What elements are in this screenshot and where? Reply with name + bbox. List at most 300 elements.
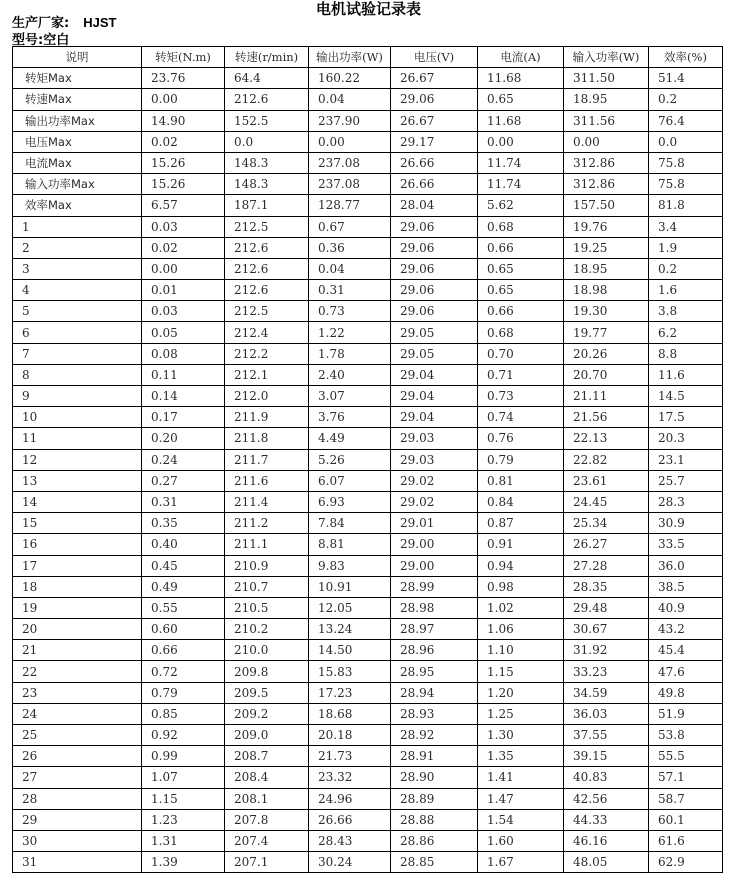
header-cell: 转速(r/min)	[225, 47, 309, 68]
table-cell: 211.2	[225, 513, 309, 534]
table-cell: 11.6	[649, 364, 723, 385]
table-cell: 17.5	[649, 407, 723, 428]
table-cell: 28.95	[391, 661, 478, 682]
table-cell: 0.45	[142, 555, 225, 576]
table-cell: 1.30	[478, 725, 564, 746]
table-cell: 209.5	[225, 682, 309, 703]
table-row	[13, 237, 723, 258]
table-cell: 1.35	[478, 746, 564, 767]
table-row	[13, 174, 723, 195]
table-cell: 208.1	[225, 788, 309, 809]
table-cell: 1.25	[478, 703, 564, 724]
table-cell: 29.17	[391, 131, 478, 152]
table-cell: 58.7	[649, 788, 723, 809]
table-cell: 1.02	[478, 597, 564, 618]
table-cell: 0.00	[564, 131, 649, 152]
table-cell: 210.0	[225, 640, 309, 661]
table-cell: 30.9	[649, 513, 723, 534]
table-row	[13, 322, 723, 343]
table-cell: 57.1	[649, 767, 723, 788]
row-label-cell: 5	[13, 301, 142, 322]
row-label-cell: 11	[13, 428, 142, 449]
table-cell: 148.3	[225, 152, 309, 173]
table-cell: 62.9	[649, 852, 723, 873]
table-cell: 38.5	[649, 576, 723, 597]
table-cell: 207.1	[225, 852, 309, 873]
table-row	[13, 767, 723, 788]
table-cell: 29.02	[391, 470, 478, 491]
table-row	[13, 470, 723, 491]
row-label-cell: 25	[13, 725, 142, 746]
table-row	[13, 258, 723, 279]
table-cell: 0.20	[142, 428, 225, 449]
table-cell: 18.98	[564, 280, 649, 301]
header-cell: 说明	[13, 47, 142, 68]
row-label-cell: 22	[13, 661, 142, 682]
table-cell: 0.00	[142, 89, 225, 110]
header-cell: 转矩(N.m)	[142, 47, 225, 68]
row-label-cell: 效率Max	[13, 195, 142, 216]
row-label-cell: 输入功率Max	[13, 174, 142, 195]
table-cell: 311.50	[564, 68, 649, 89]
table-cell: 157.50	[564, 195, 649, 216]
table-row	[13, 110, 723, 131]
table-cell: 237.90	[309, 110, 391, 131]
table-cell: 237.08	[309, 152, 391, 173]
table-cell: 26.67	[391, 110, 478, 131]
table-cell: 30.24	[309, 852, 391, 873]
table-cell: 211.6	[225, 470, 309, 491]
table-cell: 21.56	[564, 407, 649, 428]
table-cell: 0.66	[478, 237, 564, 258]
table-cell: 160.22	[309, 68, 391, 89]
table-row	[13, 703, 723, 724]
table-cell: 0.04	[309, 89, 391, 110]
row-label-cell: 24	[13, 703, 142, 724]
table-cell: 1.67	[478, 852, 564, 873]
table-cell: 28.99	[391, 576, 478, 597]
table-cell: 33.23	[564, 661, 649, 682]
row-label-cell: 16	[13, 534, 142, 555]
table-cell: 0.55	[142, 597, 225, 618]
table-cell: 212.6	[225, 237, 309, 258]
row-label-cell: 1	[13, 216, 142, 237]
table-cell: 6.07	[309, 470, 391, 491]
table-cell: 0.02	[142, 237, 225, 258]
table-cell: 0.2	[649, 258, 723, 279]
table-cell: 1.60	[478, 830, 564, 851]
table-cell: 42.56	[564, 788, 649, 809]
table-cell: 29.06	[391, 258, 478, 279]
table-row	[13, 597, 723, 618]
table-cell: 212.5	[225, 301, 309, 322]
table-cell: 1.10	[478, 640, 564, 661]
table-cell: 0.31	[309, 280, 391, 301]
table-row	[13, 449, 723, 470]
table-cell: 15.83	[309, 661, 391, 682]
table-cell: 0.68	[478, 322, 564, 343]
table-cell: 0.14	[142, 386, 225, 407]
table-cell: 1.07	[142, 767, 225, 788]
table-cell: 0.11	[142, 364, 225, 385]
table-cell: 212.0	[225, 386, 309, 407]
table-cell: 55.5	[649, 746, 723, 767]
table-cell: 13.24	[309, 619, 391, 640]
table-cell: 0.35	[142, 513, 225, 534]
table-cell: 3.07	[309, 386, 391, 407]
table-cell: 51.4	[649, 68, 723, 89]
row-label-cell: 14	[13, 491, 142, 512]
table-cell: 20.26	[564, 343, 649, 364]
table-row	[13, 280, 723, 301]
table-cell: 28.86	[391, 830, 478, 851]
table-cell: 209.0	[225, 725, 309, 746]
table-cell: 0.74	[478, 407, 564, 428]
row-label-cell: 2	[13, 237, 142, 258]
table-cell: 75.8	[649, 174, 723, 195]
table-row	[13, 809, 723, 830]
row-label-cell: 转矩Max	[13, 68, 142, 89]
table-cell: 44.33	[564, 809, 649, 830]
table-cell: 14.5	[649, 386, 723, 407]
table-cell: 0.84	[478, 491, 564, 512]
table-cell: 0.03	[142, 216, 225, 237]
table-cell: 1.78	[309, 343, 391, 364]
table-row	[13, 788, 723, 809]
table-cell: 207.8	[225, 809, 309, 830]
table-cell: 0.65	[478, 258, 564, 279]
table-cell: 29.01	[391, 513, 478, 534]
manufacturer-label: 生产厂家:	[12, 16, 70, 31]
table-cell: 0.03	[142, 301, 225, 322]
header-cell: 效率(%)	[649, 47, 723, 68]
table-cell: 29.03	[391, 449, 478, 470]
row-label-cell: 输出功率Max	[13, 110, 142, 131]
table-cell: 28.92	[391, 725, 478, 746]
table-cell: 15.26	[142, 152, 225, 173]
table-header-row	[13, 47, 723, 68]
table-cell: 1.15	[142, 788, 225, 809]
table-row	[13, 68, 723, 89]
row-label-cell: 4	[13, 280, 142, 301]
table-cell: 29.06	[391, 237, 478, 258]
table-cell: 209.8	[225, 661, 309, 682]
table-cell: 29.02	[391, 491, 478, 512]
table-cell: 0.24	[142, 449, 225, 470]
table-cell: 36.03	[564, 703, 649, 724]
table-cell: 28.3	[649, 491, 723, 512]
table-cell: 22.82	[564, 449, 649, 470]
table-cell: 0.92	[142, 725, 225, 746]
table-cell: 26.67	[391, 68, 478, 89]
table-cell: 312.86	[564, 174, 649, 195]
table-row	[13, 640, 723, 661]
table-row	[13, 746, 723, 767]
table-cell: 0.01	[142, 280, 225, 301]
table-cell: 211.4	[225, 491, 309, 512]
table-cell: 1.9	[649, 237, 723, 258]
table-cell: 0.71	[478, 364, 564, 385]
table-cell: 0.81	[478, 470, 564, 491]
table-cell: 212.6	[225, 280, 309, 301]
row-label-cell: 19	[13, 597, 142, 618]
row-label-cell: 转速Max	[13, 89, 142, 110]
table-cell: 152.5	[225, 110, 309, 131]
model-value: 空白	[43, 33, 70, 48]
table-cell: 211.9	[225, 407, 309, 428]
table-cell: 37.55	[564, 725, 649, 746]
table-cell: 208.4	[225, 767, 309, 788]
table-cell: 1.23	[142, 809, 225, 830]
table-cell: 209.2	[225, 703, 309, 724]
table-cell: 23.76	[142, 68, 225, 89]
test-record-table	[12, 46, 723, 873]
table-cell: 211.7	[225, 449, 309, 470]
table-cell: 28.35	[564, 576, 649, 597]
table-row	[13, 428, 723, 449]
table-cell: 31.92	[564, 640, 649, 661]
row-label-cell: 30	[13, 830, 142, 851]
row-label-cell: 7	[13, 343, 142, 364]
table-cell: 29.48	[564, 597, 649, 618]
table-cell: 29.03	[391, 428, 478, 449]
table-cell: 26.27	[564, 534, 649, 555]
table-cell: 208.7	[225, 746, 309, 767]
table-row	[13, 364, 723, 385]
table-cell: 30.67	[564, 619, 649, 640]
table-cell: 23.61	[564, 470, 649, 491]
table-cell: 0.36	[309, 237, 391, 258]
header-cell: 输出功率(W)	[309, 47, 391, 68]
table-cell: 28.85	[391, 852, 478, 873]
table-cell: 0.91	[478, 534, 564, 555]
table-cell: 47.6	[649, 661, 723, 682]
table-cell: 0.04	[309, 258, 391, 279]
table-cell: 34.59	[564, 682, 649, 703]
table-cell: 26.66	[391, 174, 478, 195]
table-cell: 45.4	[649, 640, 723, 661]
table-cell: 7.84	[309, 513, 391, 534]
table-cell: 10.91	[309, 576, 391, 597]
table-cell: 21.73	[309, 746, 391, 767]
table-cell: 1.41	[478, 767, 564, 788]
table-cell: 26.66	[391, 152, 478, 173]
table-cell: 19.25	[564, 237, 649, 258]
table-cell: 11.68	[478, 110, 564, 131]
table-row	[13, 131, 723, 152]
table-row	[13, 830, 723, 851]
row-label-cell: 9	[13, 386, 142, 407]
table-cell: 23.32	[309, 767, 391, 788]
table-row	[13, 852, 723, 873]
table-cell: 5.26	[309, 449, 391, 470]
row-label-cell: 20	[13, 619, 142, 640]
table-cell: 75.8	[649, 152, 723, 173]
row-label-cell: 电流Max	[13, 152, 142, 173]
table-cell: 3.8	[649, 301, 723, 322]
table-cell: 6.93	[309, 491, 391, 512]
table-cell: 76.4	[649, 110, 723, 131]
row-label-cell: 23	[13, 682, 142, 703]
table-cell: 0.0	[649, 131, 723, 152]
table-cell: 11.68	[478, 68, 564, 89]
table-cell: 19.30	[564, 301, 649, 322]
table-cell: 5.62	[478, 195, 564, 216]
table-cell: 28.98	[391, 597, 478, 618]
table-cell: 18.95	[564, 89, 649, 110]
table-cell: 0.08	[142, 343, 225, 364]
table-cell: 0.76	[478, 428, 564, 449]
table-cell: 11.74	[478, 152, 564, 173]
row-label-cell: 29	[13, 809, 142, 830]
table-cell: 17.23	[309, 682, 391, 703]
table-cell: 0.66	[478, 301, 564, 322]
table-cell: 237.08	[309, 174, 391, 195]
table-cell: 1.15	[478, 661, 564, 682]
table-cell: 6.2	[649, 322, 723, 343]
table-cell: 18.68	[309, 703, 391, 724]
table-cell: 28.90	[391, 767, 478, 788]
row-label-cell: 13	[13, 470, 142, 491]
table-cell: 0.99	[142, 746, 225, 767]
table-cell: 28.91	[391, 746, 478, 767]
table-cell: 51.9	[649, 703, 723, 724]
table-cell: 36.0	[649, 555, 723, 576]
header-cell: 电压(V)	[391, 47, 478, 68]
table-cell: 19.77	[564, 322, 649, 343]
table-row	[13, 386, 723, 407]
row-label-cell: 12	[13, 449, 142, 470]
row-label-cell: 15	[13, 513, 142, 534]
table-cell: 210.2	[225, 619, 309, 640]
table-cell: 29.04	[391, 364, 478, 385]
table-cell: 29.00	[391, 534, 478, 555]
table-cell: 187.1	[225, 195, 309, 216]
table-cell: 29.04	[391, 407, 478, 428]
table-cell: 212.1	[225, 364, 309, 385]
table-cell: 0.65	[478, 89, 564, 110]
table-cell: 40.9	[649, 597, 723, 618]
table-cell: 212.2	[225, 343, 309, 364]
table-cell: 9.83	[309, 555, 391, 576]
table-cell: 0.87	[478, 513, 564, 534]
table-cell: 20.3	[649, 428, 723, 449]
table-cell: 43.2	[649, 619, 723, 640]
table-cell: 0.49	[142, 576, 225, 597]
table-cell: 29.05	[391, 322, 478, 343]
row-label-cell: 28	[13, 788, 142, 809]
table-cell: 0.65	[478, 280, 564, 301]
table-cell: 6.57	[142, 195, 225, 216]
header-cell: 输入功率(W)	[564, 47, 649, 68]
row-label-cell: 电压Max	[13, 131, 142, 152]
table-cell: 0.68	[478, 216, 564, 237]
table-row	[13, 216, 723, 237]
table-cell: 24.45	[564, 491, 649, 512]
table-cell: 1.47	[478, 788, 564, 809]
table-cell: 53.8	[649, 725, 723, 746]
table-cell: 210.7	[225, 576, 309, 597]
table-cell: 48.05	[564, 852, 649, 873]
row-label-cell: 8	[13, 364, 142, 385]
table-row	[13, 576, 723, 597]
row-label-cell: 27	[13, 767, 142, 788]
table-row	[13, 555, 723, 576]
table-cell: 14.50	[309, 640, 391, 661]
table-cell: 1.31	[142, 830, 225, 851]
table-cell: 18.95	[564, 258, 649, 279]
table-cell: 0.79	[478, 449, 564, 470]
table-row	[13, 89, 723, 110]
table-cell: 0.00	[142, 258, 225, 279]
table-cell: 212.5	[225, 216, 309, 237]
table-cell: 29.06	[391, 280, 478, 301]
row-label-cell: 21	[13, 640, 142, 661]
table-cell: 29.06	[391, 216, 478, 237]
manufacturer-value: HJST	[83, 15, 117, 30]
table-cell: 211.8	[225, 428, 309, 449]
table-cell: 311.56	[564, 110, 649, 131]
table-cell: 1.6	[649, 280, 723, 301]
table-cell: 0.17	[142, 407, 225, 428]
table-cell: 15.26	[142, 174, 225, 195]
table-cell: 0.27	[142, 470, 225, 491]
row-label-cell: 10	[13, 407, 142, 428]
table-cell: 1.22	[309, 322, 391, 343]
table-cell: 148.3	[225, 174, 309, 195]
table-cell: 21.11	[564, 386, 649, 407]
table-cell: 20.70	[564, 364, 649, 385]
row-label-cell: 26	[13, 746, 142, 767]
table-cell: 1.39	[142, 852, 225, 873]
table-cell: 29.00	[391, 555, 478, 576]
table-cell: 28.93	[391, 703, 478, 724]
table-cell: 28.96	[391, 640, 478, 661]
table-cell: 20.18	[309, 725, 391, 746]
table-cell: 23.1	[649, 449, 723, 470]
table-cell: 2.40	[309, 364, 391, 385]
table-cell: 19.76	[564, 216, 649, 237]
table-row	[13, 491, 723, 512]
table-cell: 8.8	[649, 343, 723, 364]
table-cell: 28.94	[391, 682, 478, 703]
row-label-cell: 31	[13, 852, 142, 873]
table-cell: 0.85	[142, 703, 225, 724]
table-cell: 28.97	[391, 619, 478, 640]
table-cell: 3.4	[649, 216, 723, 237]
table-cell: 0.0	[225, 131, 309, 152]
table-cell: 29.06	[391, 301, 478, 322]
table-cell: 60.1	[649, 809, 723, 830]
table-row	[13, 725, 723, 746]
table-cell: 0.60	[142, 619, 225, 640]
table-cell: 29.04	[391, 386, 478, 407]
table-cell: 22.13	[564, 428, 649, 449]
table-cell: 27.28	[564, 555, 649, 576]
table-cell: 14.90	[142, 110, 225, 131]
table-cell: 8.81	[309, 534, 391, 555]
table-cell: 212.6	[225, 89, 309, 110]
table-cell: 212.4	[225, 322, 309, 343]
table-cell: 0.79	[142, 682, 225, 703]
table-cell: 0.94	[478, 555, 564, 576]
table-cell: 40.83	[564, 767, 649, 788]
table-cell: 0.00	[478, 131, 564, 152]
table-cell: 64.4	[225, 68, 309, 89]
table-row	[13, 195, 723, 216]
table-cell: 26.66	[309, 809, 391, 830]
table-cell: 29.06	[391, 89, 478, 110]
